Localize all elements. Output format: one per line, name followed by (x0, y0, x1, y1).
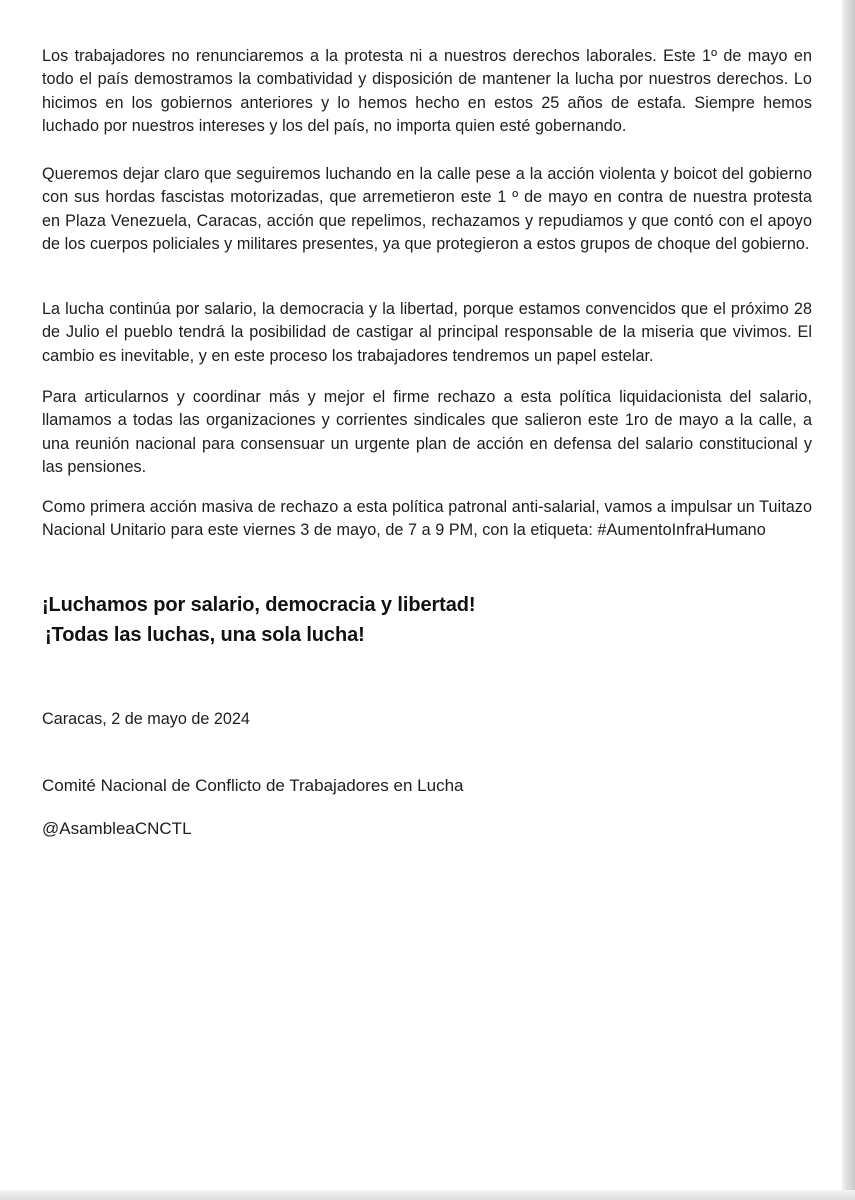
paragraph-1: Los trabajadores no renunciaremos a la protesta ni a nuestros derechos laborales. Este 1º de mayo en todo el país demostramos la combatividad y disposición de mantener la lucha por nuestros derechos. Lo hicimos en los gobiernos anteriores y lo hemos hecho en estos 25 años de estafa. Siempre hemos luchado por nuestros intereses y los del país, no importa quien esté gobernando. (42, 47, 812, 136)
paragraph-2: Queremos dejar claro que seguiremos luchando en la calle pese a la acción violenta y boicot del gobierno con sus hordas fascistas motorizadas, que arremetieron este 1 º de mayo en contra de nuestra protesta en Plaza Venezuela, Caracas, acción que repelimos, rechazamos y repudiamos y que contó con el apoyo de los cuerpos policiales y militares presentes, ya que protegieron a estos grupos de choque del gobierno. (42, 165, 812, 254)
paragraph-4: Para articularnos y coordinar más y mejor el firme rechazo a esta política liquidacionista del salario, llamamos a todas las organizaciones y corrientes sindicales que salieron este 1ro de mayo a la calle, a una reunión nacional para consensuar un urgente plan de acción en defensa del salario constitucional y las pensiones. (42, 388, 812, 477)
page-edge-shadow-right (842, 0, 855, 1200)
slogan-2: ¡Todas las luchas, una sola lucha! (45, 624, 365, 646)
paragraph-3: La lucha continúa por salario, la democracia y la libertad, porque estamos convencidos que el próximo 28 de Julio el pueblo tendrá la posibilidad de castigar al principal responsable de la miseria que vivimos. El cambio es inevitable, y en este proceso los trabajadores tendremos un papel estelar. (42, 300, 812, 365)
page-edge-shadow-bottom (0, 1190, 855, 1200)
signature: Comité Nacional de Conflicto de Trabajadores en Lucha (42, 776, 464, 795)
social-handle: @AsambleaCNCTL (42, 819, 192, 838)
slogan-1: ¡Luchamos por salario, democracia y libertad! (42, 594, 476, 616)
date-line: Caracas, 2 de mayo de 2024 (42, 710, 250, 728)
paragraph-5: Como primera acción masiva de rechazo a esta política patronal anti-salarial, vamos a impulsar un Tuitazo Nacional Unitario para este viernes 3 de mayo, de 7 a 9 PM, con la etiqueta: #AumentoInfraHumano (42, 498, 812, 540)
